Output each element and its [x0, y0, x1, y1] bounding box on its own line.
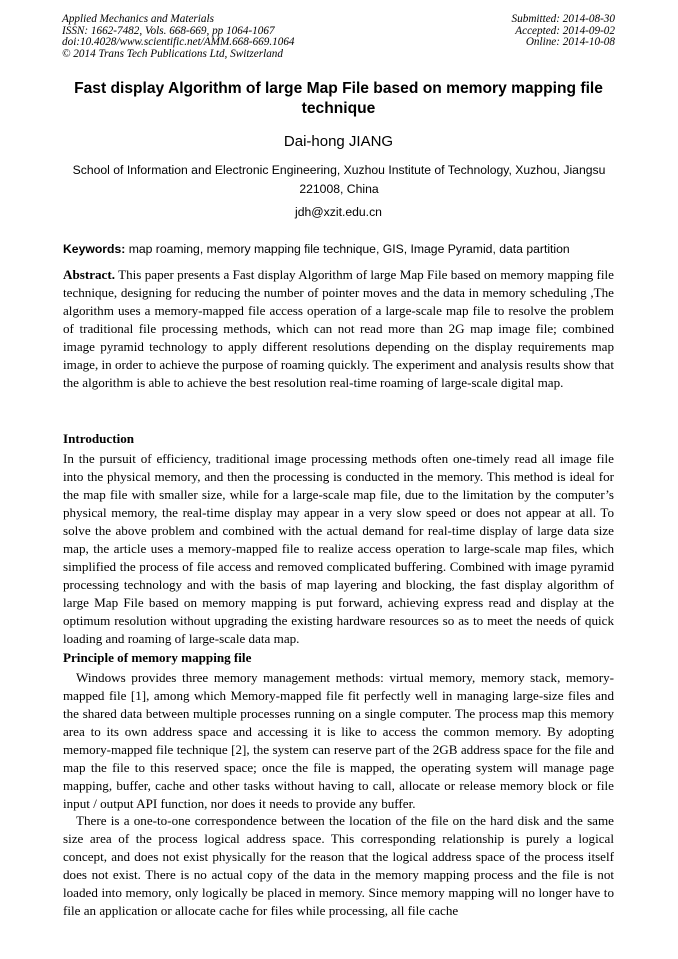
section-heading-introduction: Introduction [63, 431, 135, 446]
journal-name: Applied Mechanics and Materials [62, 13, 214, 25]
author-name: Dai-hong JIANG [283, 133, 394, 150]
doi: doi:10.4028/www.scientific.net/AMM.668-669.1064 [62, 36, 295, 49]
publication-dates [512, 14, 615, 49]
journal-info [62, 14, 295, 60]
keywords-label: Keywords: [63, 242, 126, 256]
principle-paragraph-2: There is a one-to-one correspondence between the location of the file on the hard disk and the same size area of the process logical address space. This corresponding relationship is purely a logical concept, and does not exist physically for the reason that the logical address space of the process itself does not exist. There is no actual copy of the data in the memory mapping process and the file is not loaded into memory, only logically be placed in memory. Since memory mapping will no longer have to file an application or allocate cache for files while processing, all file cache [63, 813, 614, 918]
author-email: jdh@xzit.edu.cn [295, 205, 382, 219]
introduction-paragraph: In the pursuit of efficiency, traditional image processing methods often one-timely read all image file into the physical memory, and then the processing is conducted in the memory. This method is ideal for the map file with smaller size, while for a large-scale map file, due to the limitation by the computer’s physical memory, the real-time display may appear in a very slow speed or does not appear at all. To solve the above problem and combined with the actual demand for real-time display of large data size map, the article uses a memory-mapped file to realize access operation to large-scale map files, which simplified the process of file access and removed complicated buffering. Combined with image pyramid processing technology and with the basis of map layering and blocking, the fast display algorithm of large Map File based on memory mapping is put forward, achieving express read and display at the optimum resolution without upgrading the existing hardware resources so as to meet the needs of quick loading and roaming of large-scale data map. [63, 451, 614, 646]
online-date: Online: 2014-10-08 [525, 36, 615, 49]
section-heading-principle: Principle of memory mapping file [63, 650, 252, 665]
author-affiliation: School of Information and Electronic Engineering, Xuzhou Institute of Technology, Xuzhou, Jiangsu 221008, China [72, 163, 606, 196]
keywords-list: map roaming, memory mapping file technique, GIS, Image Pyramid, data partition [125, 242, 570, 256]
accepted-date: Accepted: 2014-09-02 [515, 24, 615, 37]
abstract [63, 266, 614, 392]
paper-title: Fast display Algorithm of large Map File based on memory mapping file technique [74, 80, 603, 117]
abstract-text: This paper presents a Fast display Algorithm of large Map File based on memory mapping file technique, designing for reducing the number of pointer moves and the data in memory scheduling ,The algorithm uses a memory-mapped file access operation of a large-scale map file to resolve the problem of traditional file processing methods, which can not read more than 2G map image file; combined image pyramid technology to apply different resolutions depending on the display requirements map image, in order to achieve the purpose of roaming quickly. The experiment and analysis results show that the algorithm is able to achieve the best resolution real-time roaming of large-scale digital map. [63, 267, 614, 390]
issn: ISSN: 1662-7482, Vols. 668-669, pp 1064-1067 [62, 24, 275, 37]
keywords [63, 241, 623, 257]
abstract-label: Abstract. [63, 267, 115, 282]
copyright: © 2014 Trans Tech Publications Ltd, Switzerland [62, 47, 283, 60]
submitted-date: Submitted: 2014-08-30 [511, 13, 615, 25]
principle-paragraph-1: Windows provides three memory management methods: virtual memory, memory stack, memory-mapped file [1], among which Memory-mapped file fit perfectly well in managing large-size files and the shared data between multiple processes running on a single computer. The process map this memory area to its own address space and accessing it is like to access the common memory. By adopting memory-mapped file technique [2], the system can reserve part of the 2GB address space for the file and map the file to this reserved space; once the file is mapped, the operating system will manage page mapping, buffer, cache and other tasks without having to call, allocate or release memory block or file input / output API function, nor does it needs to provide any buffer. [63, 670, 614, 811]
